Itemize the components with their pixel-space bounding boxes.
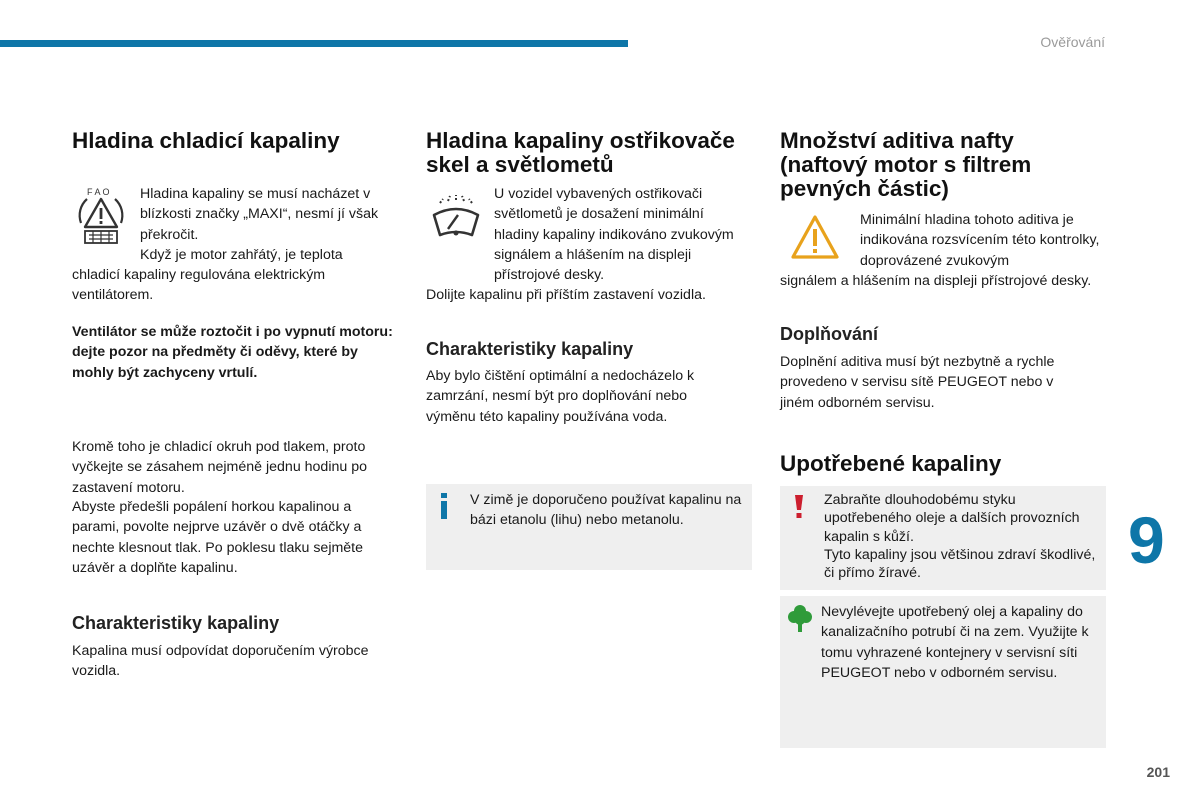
coolant-para2-lead: Když je motor zahřátý, je teplota: [140, 247, 343, 263]
additive-para1: Minimální hladina tohoto aditiva je indikována rozsvícením této kontrolky, doprovázené zvukovým: [860, 212, 1100, 269]
eco-text: Nevylévejte upotřebený olej a kapaliny do kanalizačního potrubí či na zem. Využijte k tomu vyhrazené kontejnery v servisní síti PEUGEOT nebo v odborném servisu.: [821, 604, 1089, 681]
section-title: Ověřování: [1040, 34, 1105, 50]
refill-text: Doplnění aditiva musí být nezbytně a rychle provedeno v servisu sítě PEUGEOT nebo v jiném odborném servisu.: [780, 354, 1055, 411]
refill-title: Doplňování: [780, 324, 878, 344]
chapter-number: 9: [1128, 503, 1165, 577]
info-text: V zimě je doporučeno používat kapalinu na bázi etanolu (lihu) nebo metanolu.: [470, 492, 742, 529]
tree-icon: [788, 604, 812, 632]
warning-triangle-icon: [789, 213, 841, 261]
coolant-para3: Kromě toho je chladicí okruh pod tlakem, proto vyčkejte se zásahem nejméně jednu hodinu po zastavení motoru.: [72, 439, 367, 496]
additive-title: Množství aditiva nafty (naftový motor s filtrem pevných částic): [780, 128, 1032, 201]
coolant-title: Hladina chladicí kapaliny: [72, 128, 340, 153]
washer-para1: U vozidel vybavených ostřikovači světlometů je dosažení minimální hladiny kapaliny indikováno zvukovým signálem a hlášením na displeji přístrojové desky.: [494, 186, 734, 284]
washer-characteristics-title: Charakteristiky kapaliny: [426, 339, 634, 359]
coolant-para1: Hladina kapaliny se musí nacházet v blízkosti značky „MAXI“, nesmí jí však překročit.: [140, 186, 379, 243]
warning-text-1: Zabraňte dlouhodobému styku upotřebeného oleje a dalších provozních kapalin s kůží.: [824, 492, 1080, 545]
coolant-characteristics-title: Charakteristiky kapaliny: [72, 613, 280, 633]
top-accent-bar: [0, 40, 628, 47]
washer-fluid-icon: [428, 193, 484, 243]
page-number: 201: [1146, 764, 1170, 780]
coolant-para4: Abyste předešli popálení horkou kapalinou a parami, povolte nejprve uzávěr o dvě otáčky a nechte klesnout tlak. Po poklesu tlaku sejměte uzávěr a doplňte kapalinu.: [72, 499, 364, 576]
washer-para2: Dolijte kapalinu při příštím zastavení vozidla.: [426, 287, 706, 303]
svg-text:F A O: F A O: [87, 187, 110, 197]
used-fluids-title: Upotřebené kapaliny: [780, 451, 1002, 476]
fan-warning: Ventilátor se může roztočit i po vypnutí motoru: dejte pozor na předměty či oděvy, které by mohly být zachyceny vrtulí.: [72, 324, 393, 381]
additive-para1-rest: signálem a hlášením na displeji přístrojové desky.: [780, 273, 1092, 289]
coolant-characteristics-text: Kapalina musí odpovídat doporučením výrobce vozidla.: [72, 643, 369, 680]
coolant-warning-icon: [73, 185, 129, 247]
info-box: [426, 484, 752, 570]
eco-box: [780, 596, 1106, 748]
washer-characteristics-text: Aby bylo čištění optimální a nedocházelo k zamrzání, nesmí být pro doplňování nebo výměnu této kapaliny používána voda.: [426, 368, 695, 425]
exclamation-icon: [794, 495, 804, 519]
warning-box: [780, 486, 1106, 590]
washer-title: Hladina kapaliny ostřikovače skel a světlometů: [426, 128, 735, 177]
warning-text-2: Tyto kapaliny jsou většinou zdraví škodlivé, či přímo žíravé.: [824, 547, 1096, 582]
coolant-para2-rest: chladicí kapaliny regulována elektrickým ventilátorem.: [72, 267, 326, 304]
info-icon: [438, 493, 452, 519]
